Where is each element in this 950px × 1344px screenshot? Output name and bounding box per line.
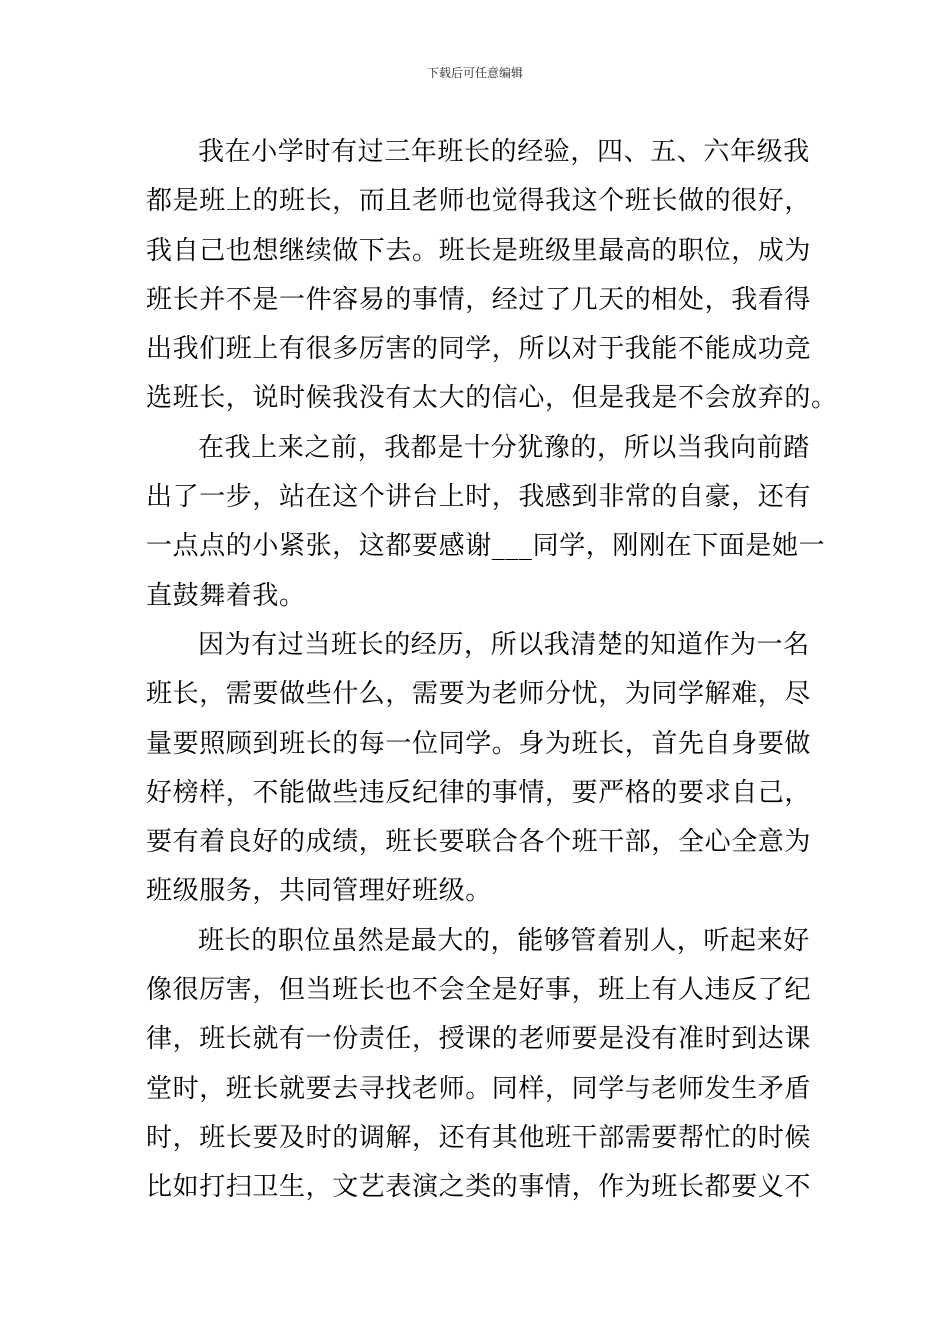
text-line: 量要照顾到班长的每一位同学。身为班长，首先自身要做 <box>146 728 812 759</box>
text-line: 律，班长就有一份责任，授课的老师要是没有准时到达课 <box>146 1024 812 1055</box>
text-line: 比如打扫卫生，文艺表演之类的事情，作为班长都要义不 <box>146 1172 812 1203</box>
document-body <box>146 128 838 1213</box>
paragraph-3 <box>146 621 812 917</box>
text-line: 出了一步，站在这个讲台上时，我感到非常的自豪，还有 <box>146 482 812 513</box>
text-line: 选班长，说时候我没有太大的信心，但是我是不会放弃的。 <box>146 383 838 414</box>
text-line: 堂时，班长就要去寻找老师。同样，同学与老师发生矛盾 <box>146 1073 812 1104</box>
text-line: 在我上来之前，我都是十分犹豫的，所以当我向前踏 <box>198 432 810 463</box>
text-line: 班长，需要做些什么，需要为老师分忧，为同学解难，尽 <box>146 679 812 710</box>
text-line: 班长并不是一件容易的事情，经过了几天的相处，我看得 <box>146 284 812 315</box>
text-line: 班长的职位虽然是最大的，能够管着别人，听起来好 <box>198 925 810 956</box>
text-line: 都是班上的班长，而且老师也觉得我这个班长做的很好， <box>146 186 812 217</box>
text-line: 时，班长要及时的调解，还有其他班干部需要帮忙的时候 <box>146 1122 812 1153</box>
text-line: 班级服务，共同管理好班级。 <box>146 876 492 907</box>
paragraph-4 <box>146 917 812 1213</box>
text-line: 我在小学时有过三年班长的经验，四、五、六年级我 <box>198 137 810 167</box>
text-line: 因为有过当班长的经历，所以我清楚的知道作为一名 <box>198 629 810 660</box>
text-line: 一点点的小紧张，这都要感谢___同学，刚刚在下面是她一 <box>146 531 826 562</box>
paragraph-1 <box>146 128 838 424</box>
text-line: 我自己也想继续做下去。班长是班级里最高的职位，成为 <box>146 235 812 266</box>
page-header: 下载后可任意编辑 <box>426 66 523 80</box>
text-line: 直鼓舞着我。 <box>146 580 306 611</box>
paragraph-2 <box>146 424 826 621</box>
text-line: 要有着良好的成绩，班长要联合各个班干部，全心全意为 <box>146 827 812 858</box>
text-line: 好榜样，不能做些违反纪律的事情，要严格的要求自己， <box>146 777 812 808</box>
text-line: 像很厉害，但当班长也不会全是好事，班上有人违反了纪 <box>146 975 812 1006</box>
text-line: 出我们班上有很多厉害的同学，所以对于我能不能成功竞 <box>146 334 812 365</box>
